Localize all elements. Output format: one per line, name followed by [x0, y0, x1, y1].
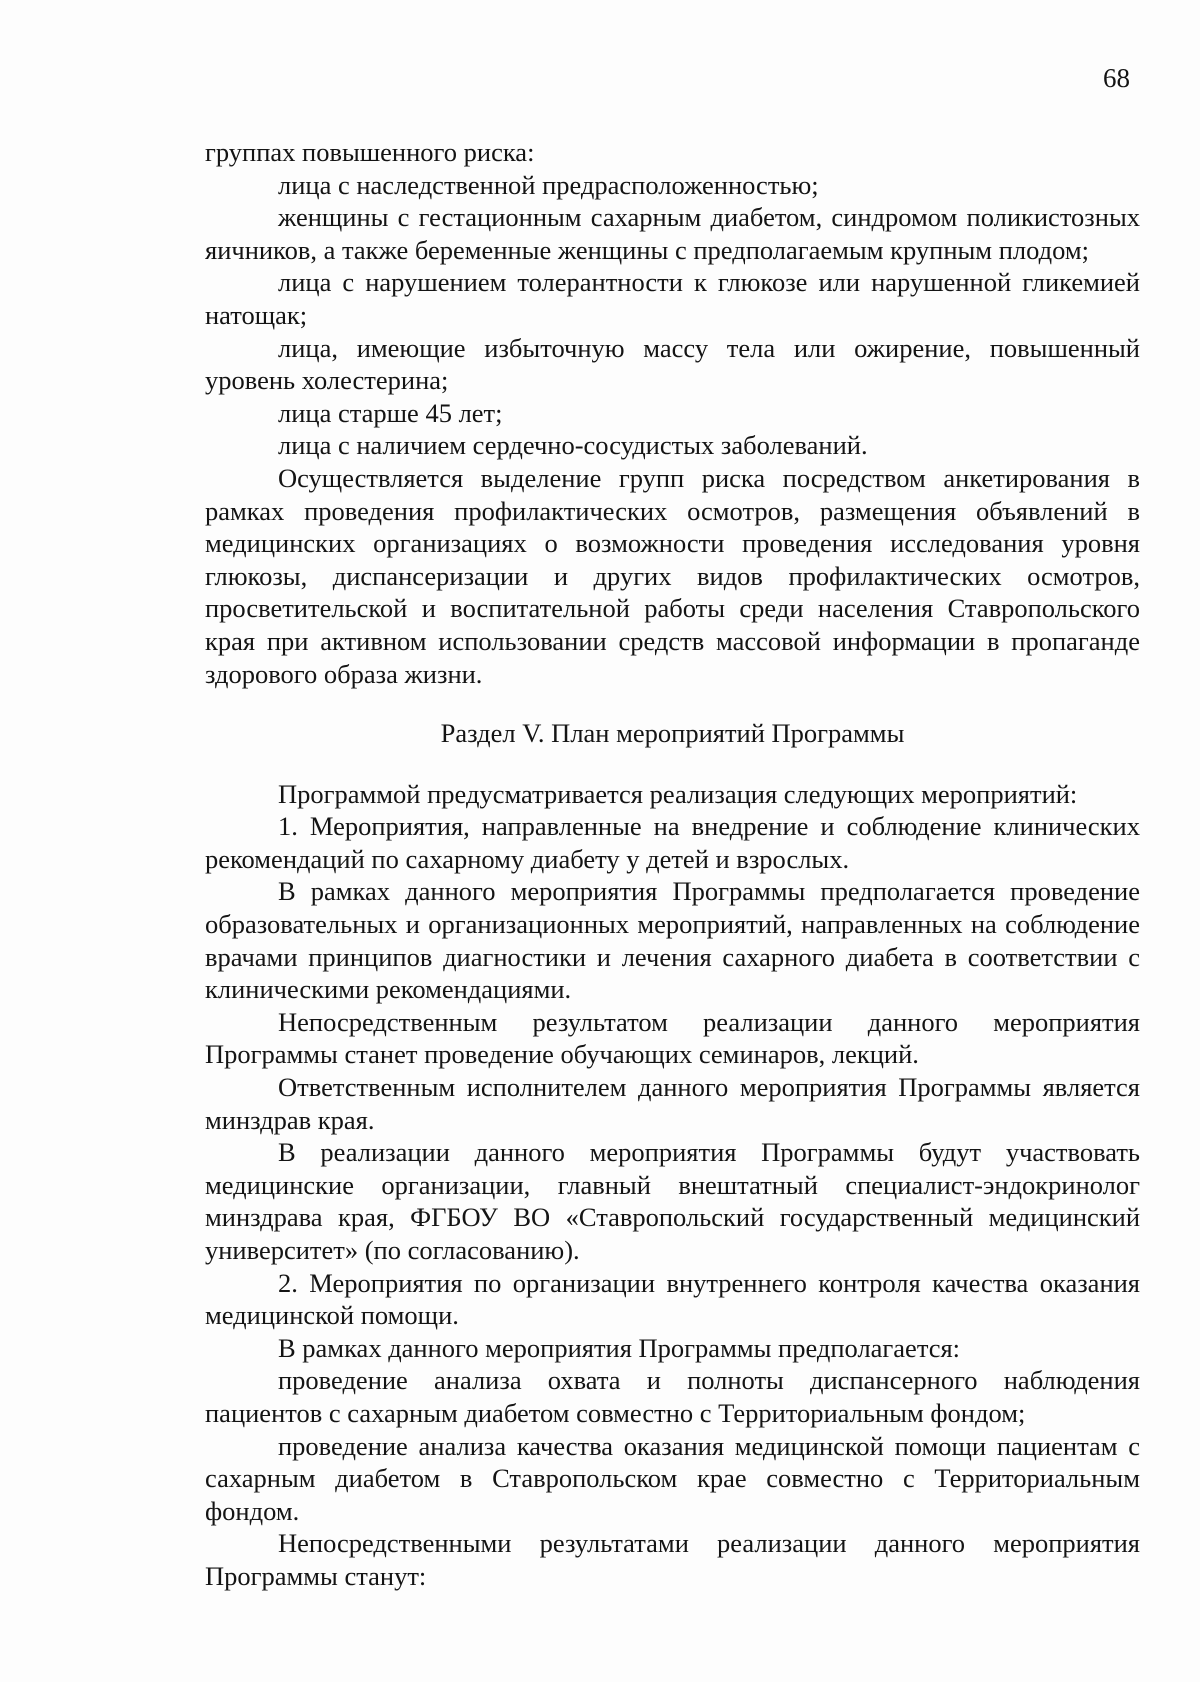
list-item-dispensary-analysis: проведение анализа охвата и полноты диспансерного наблюдения пациентов с сахарным диабетом совместно с Территориальным фондом;	[205, 1365, 1140, 1428]
paragraph-measure-1-responsible: Ответственным исполнителем данного мероприятия Программы является минздрав края.	[205, 1072, 1140, 1135]
paragraph-risk-screening: Осуществляется выделение групп риска посредством анкетирования в рамках проведения профилактических осмотров, размещения объявлений в медицинских организациях о возможности проведения исследования уровня глюкозы, диспансеризации и других видов профилактических осмотров, просветительской и воспитательной работы среди населения Ставропольского края при активном использовании средств массовой информации в пропаганде здорового образа жизни.	[205, 462, 1140, 689]
page-number: 68	[1103, 63, 1130, 93]
list-item-gestational: женщины с гестационным сахарным диабетом, синдромом поликистозных яичников, а также беременные женщины с предполагаемым крупным плодом;	[205, 202, 1140, 265]
paragraph-measure-1: 1. Мероприятия, направленные на внедрение и соблюдение клинических рекомендаций по сахарному диабету у детей и взрослых.	[205, 811, 1140, 874]
list-item-age: лица старше 45 лет;	[278, 397, 503, 428]
list-item-glucose-tolerance: лица с нарушением толерантности к глюкозе или нарушенной гликемией натощак;	[205, 267, 1140, 330]
paragraph-measure-2: 2. Мероприятия по организации внутреннего контроля качества оказания медицинской помощи.	[205, 1267, 1140, 1331]
paragraph-measure-2-results: Непосредственными результатами реализации данного мероприятия Программы станут:	[205, 1528, 1140, 1591]
section-heading: Раздел V. План мероприятий Программы	[440, 718, 905, 749]
paragraph-measure-2-scope: В рамках данного мероприятия Программы предполагается:	[278, 1332, 961, 1363]
paragraph-risk-groups-intro: группах повышенного риска:	[205, 137, 535, 167]
paragraph-measure-1-participants: В реализации данного мероприятия Программы будут участвовать медицинские организации, главный внештатный специалист-эндокринолог минздрава края, ФГБОУ ВО «Ставропольский государственный медицинский университет» (по согласованию).	[205, 1137, 1140, 1265]
paragraph-program-intro: Программой предусматривается реализация следующих мероприятий:	[278, 778, 1078, 809]
list-item-hereditary: лица с наследственной предрасположенностью;	[278, 169, 819, 200]
document-body	[205, 136, 1140, 1593]
list-item-overweight: лица, имеющие избыточную массу тела или ожирение, повышенный уровень холестерина;	[205, 332, 1140, 396]
paragraph-measure-1-result: Непосредственным результатом реализации данного мероприятия Программы станет проведение обучающих семинаров, лекций.	[205, 1006, 1140, 1070]
list-item-cardiovascular: лица с наличием сердечно-сосудистых заболеваний.	[278, 430, 868, 461]
list-item-quality-analysis: проведение анализа качества оказания медицинской помощи пациентам с сахарным диабетом в Ставропольском крае совместно с Территориальным фондом.	[205, 1430, 1140, 1526]
paragraph-measure-1-scope: В рамках данного мероприятия Программы предполагается проведение образовательных и организационных мероприятий, направленных на соблюдение врачами принципов диагностики и лечения сахарного диабета в соответствии с клиническими рекомендациями.	[205, 876, 1140, 1005]
